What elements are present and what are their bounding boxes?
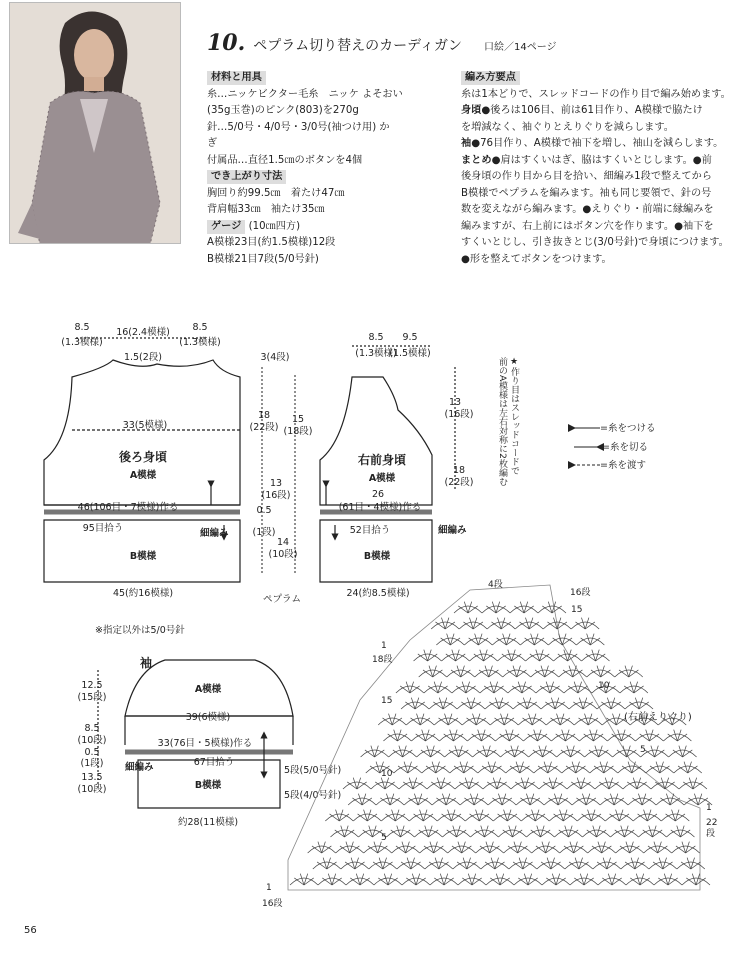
- chart-r5: 5: [640, 745, 646, 755]
- instruction-line: 編みますが、右上前にはボタン穴を作ります。●袖下を: [461, 220, 714, 232]
- back-cast-on: 46(106目・7模様)作る: [77, 502, 179, 513]
- legend: [568, 423, 655, 471]
- materials-line: (35g玉巻)のピンク(803)を270g: [207, 105, 359, 116]
- instruction-line: 数を変えながら編みます。●えりぐり・前端に縁編みを: [461, 204, 714, 215]
- vertical-note-1: ★作り目はスレッドコードで: [509, 357, 519, 475]
- front-cast-on: (61目・4模様)作る: [338, 502, 422, 513]
- back-title: 後ろ身頃: [118, 450, 168, 464]
- vertical-note: [497, 356, 520, 486]
- gauge-unit: (10㎝四方): [248, 220, 301, 232]
- front-top-left: 8.5: [368, 332, 384, 343]
- chart-l15: 15: [381, 696, 393, 706]
- size-line: 胸回り約99.5㎝ 着たけ47㎝: [207, 187, 345, 199]
- instruction-line: 身頃●後ろは106目、前は61目作り、A模様で脇たけ: [461, 105, 703, 116]
- back-top-right-sub: (1.3模様): [179, 337, 221, 348]
- chart-r10: 10: [598, 681, 610, 691]
- front-measure-g: 13: [448, 397, 462, 408]
- back-pattern-b: B模様: [129, 551, 157, 562]
- size-header: でき上がり寸法: [207, 170, 286, 184]
- sleeve-v3: 0.5: [84, 747, 100, 758]
- pattern-title: [207, 30, 557, 56]
- chart-right-22-sub: 段: [706, 829, 716, 839]
- measure-c: 15: [291, 414, 305, 425]
- back-sc: 細編み: [200, 528, 229, 539]
- sleeve-pickup: 67目拾う: [193, 757, 235, 768]
- sleeve-v4: 13.5: [81, 772, 103, 783]
- instruction-line: 糸は1本どりで、スレッドコードの作り目で編み始めます。: [461, 88, 731, 100]
- measure-f: 14: [276, 537, 290, 548]
- front-measure-h-sub: (22段): [444, 477, 474, 488]
- vertical-note-2: 前のA模様は左右対称に2枚編む: [497, 357, 507, 486]
- chart-top-right: 16段: [570, 588, 591, 598]
- front-top-right-sub: (1.5模様): [389, 348, 431, 359]
- sleeve-rows-1: 5段(5/0号針): [284, 765, 342, 776]
- chart-bottom-1: 1: [266, 883, 272, 893]
- sleeve-v2-sub: (10段): [77, 735, 107, 746]
- sleeve-rows-2: 5段(4/0号針): [284, 790, 342, 801]
- back-top-center: 16(2.4模様): [116, 327, 170, 338]
- back-pattern-a: A模様: [129, 470, 157, 481]
- peplum-label: ペプラム: [263, 594, 301, 605]
- sleeve-pattern-a: A模様: [194, 684, 222, 695]
- back-top-right: 8.5: [192, 322, 208, 333]
- back-neck: 1.5(2段): [123, 352, 163, 363]
- chart-right-22: 22: [706, 818, 718, 828]
- front-measure-h: 18: [452, 465, 466, 476]
- sleeve-v1-sub: (15段): [77, 692, 107, 703]
- sleeve-sc: 細編み: [125, 762, 154, 773]
- instruction-line: ●形を整えてボタンをつけます。: [461, 253, 612, 265]
- chart-r1: 1: [381, 641, 387, 651]
- gauge-header: ゲージ: [207, 220, 245, 234]
- sleeve-v3-sub: (1段): [80, 758, 104, 769]
- measure-b: 18: [257, 410, 271, 421]
- back-pickup: 95目拾う: [82, 523, 124, 534]
- pattern-number: 10.: [207, 30, 246, 56]
- front-26: 26: [371, 489, 385, 500]
- gauge-line: A模様23目(約1.5模様)12段: [207, 237, 336, 248]
- instruction-section-label: 袖: [461, 138, 472, 149]
- instruction-line: B模様でペプラムを編みます。袖も同じ要領で、針の号: [461, 187, 712, 199]
- sleeve-cast-on: 33(76目・5模様)作る: [157, 738, 253, 749]
- instruction-line: すくいとじし、引き抜きとじ(3/0号針)で身頃につけます。: [461, 237, 729, 248]
- sleeve-v1: 12.5: [81, 680, 103, 691]
- front-pattern-a: A模様: [368, 473, 396, 484]
- front-measure-g-sub: (16段): [444, 409, 474, 420]
- page-reference: 口絵／14ページ: [484, 42, 557, 53]
- chart-bottom-16: 16段: [262, 899, 283, 909]
- legend-attach: =糸をつける: [600, 423, 656, 434]
- chart-top-left: 4段: [488, 580, 503, 590]
- front-title: 右前身頃: [357, 453, 407, 467]
- gauge-line: B模様21目7段(5/0号針): [207, 253, 319, 265]
- materials-header: 材料と用具: [207, 71, 266, 85]
- schematic-diagrams: [0, 300, 750, 940]
- instruction-section-label: まとめ: [461, 154, 492, 166]
- front-bottom: 24(約8.5模様): [346, 588, 410, 599]
- stitch-chart: [288, 585, 712, 890]
- measure-d-sub: (16段): [261, 490, 291, 501]
- measure-f-sub: (10段): [268, 549, 298, 560]
- back-width: 33(5模様): [122, 420, 168, 431]
- chart-r15: 15: [571, 605, 583, 615]
- front-sc: 細編み: [438, 525, 467, 536]
- chart-l5: 5: [381, 833, 387, 843]
- instruction-line: 後身頃の作り目から目を拾い、細編み1段で整えてから: [461, 171, 712, 182]
- pattern-name: ペプラム切り替えのカーディガン: [253, 38, 463, 54]
- sleeve-v2: 8.5: [84, 723, 100, 734]
- chart-right-1: 1: [706, 803, 712, 813]
- page-number: 56: [24, 925, 37, 936]
- sleeve-v4-sub: (10段): [77, 784, 107, 795]
- sleeve-bottom: 約28(11模様): [177, 817, 239, 828]
- back-top-left: 8.5: [74, 322, 90, 333]
- instruction-line: まとめ●肩はすくいはぎ、脇はすくいとじします。●前: [461, 154, 712, 166]
- instruction-line: 袖●76目作り、A模様で袖下を増し、袖山を減らします。: [461, 138, 724, 149]
- sleeve-pattern-b: B模様: [194, 780, 222, 791]
- sleeve-width: 39(6模様): [185, 712, 231, 723]
- measure-c-sub: (18段): [283, 426, 313, 437]
- needle-note: ※指定以外は5/0号針: [95, 625, 185, 636]
- measure-a: 3(4段): [260, 352, 290, 363]
- legend-carry: =糸を渡す: [600, 460, 646, 471]
- back-top-left-sub: (1.3模様): [61, 337, 103, 348]
- measure-b-sub: (22段): [249, 422, 279, 433]
- model-photo: [9, 2, 181, 244]
- measure-d: 13: [269, 478, 283, 489]
- measure-e-sub: (1段): [252, 527, 276, 538]
- materials-line: 針…5/0号・4/0号・3/0号(袖つけ用) か: [207, 121, 390, 133]
- chart-l10: 10: [381, 769, 393, 779]
- instructions-column: [461, 70, 746, 268]
- materials-line: ぎ: [207, 138, 218, 149]
- measure-e: 0.5: [256, 505, 272, 516]
- materials-column: [207, 70, 447, 268]
- back-bottom: 45(約16模様): [112, 588, 174, 599]
- sleeve-title: 袖: [140, 656, 153, 670]
- size-line: 背肩幅33㎝ 袖たけ35㎝: [207, 204, 325, 215]
- chart-r18: 18段: [372, 655, 393, 665]
- front-top-right: 9.5: [402, 332, 418, 343]
- front-pattern-b: B模様: [363, 551, 391, 562]
- chart-caption: (右前えりぐり): [624, 712, 692, 723]
- front-top-left-sub: (1.3模様): [355, 348, 397, 359]
- legend-cut: =糸を切る: [602, 442, 648, 453]
- materials-line: 付属品…直径1.5㎝のボタンを4個: [207, 154, 363, 166]
- front-pickup: 52目拾う: [349, 525, 391, 536]
- instruction-section-label: 身頃: [461, 105, 482, 116]
- vertical-measures: [249, 352, 312, 575]
- chart-labels: [262, 579, 717, 909]
- materials-line: 糸…ニッケビクター毛糸 ニッケ よそおい: [207, 88, 403, 100]
- instructions-header: 編み方要点: [461, 71, 520, 85]
- instruction-line: を増減なく、袖ぐりとえりぐりを減らします。: [461, 121, 674, 133]
